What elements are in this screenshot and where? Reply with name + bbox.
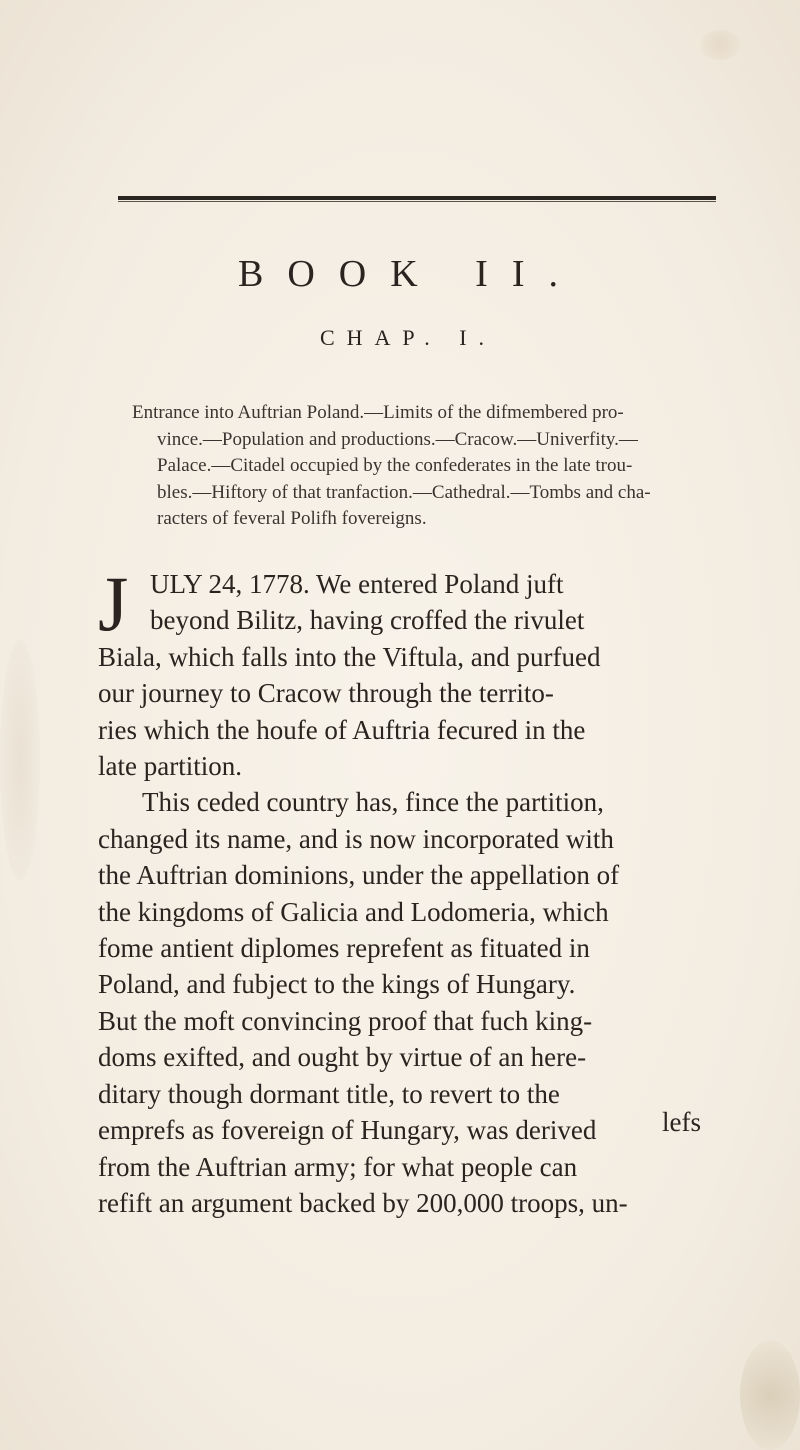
summary-line: vince.—Population and productions.—Cracow.—Univerfity.— [157, 428, 638, 450]
paper-stain [740, 1340, 800, 1450]
body-line: our journey to Cracow through the territo- [98, 678, 554, 709]
body-line: the Auftrian dominions, under the appellation of [98, 860, 620, 891]
summary-line: Palace.—Citadel occupied by the confederates in the late trou- [157, 455, 633, 476]
body-line: doms exifted, and ought by virtue of an here- [98, 1042, 587, 1073]
body-line: Poland, and fubject to the kings of Hungary. [98, 969, 576, 1000]
body-line: emprefs as fovereign of Hungary, was derived [98, 1115, 597, 1146]
body-line: ULY 24, 1778. We entered Poland juft [150, 569, 564, 599]
body-line: late partition. [98, 751, 242, 782]
body-line: ditary though dormant title, to revert to the [98, 1078, 560, 1109]
body-line: Biala, which falls into the Viftula, and purfued [98, 641, 601, 672]
paper-stain [700, 30, 740, 60]
body-line: This ceded country has, fince the partition, [142, 787, 604, 818]
body-line: fome antient diplomes reprefent as fituated in [98, 933, 590, 964]
header-ornament-rule-thin [118, 201, 716, 202]
body-line: ries which the houfe of Auftria fecured in the [98, 714, 586, 745]
header-ornament-rule [118, 196, 716, 200]
body-line: the kingdoms of Galicia and Lodomeria, which [98, 896, 609, 927]
body-line: refift an argument backed by 200,000 troops, un- [98, 1187, 628, 1218]
body-line: But the moft convincing proof that fuch king- [98, 1005, 593, 1036]
body-line: from the Auftrian army; for what people can [98, 1151, 578, 1182]
book-heading: BOOK II. [238, 253, 582, 295]
drop-cap: J [98, 560, 129, 647]
chapter-heading: CHAP. I. [319, 325, 497, 350]
summary-line: racters of feveral Polifh fovereigns. [157, 508, 427, 529]
summary-line: Entrance into Auftrian Poland.—Limits of the difmembered pro- [132, 402, 624, 423]
paper-stain [0, 640, 40, 880]
catchword: lefs [662, 1107, 701, 1137]
body-text [98, 560, 728, 1221]
summary-line: bles.—Hiftory of that tranfaction.—Cathedral.—Tombs and cha- [157, 481, 651, 503]
chapter-summary [132, 400, 724, 533]
body-line: beyond Bilitz, having croffed the rivulet [150, 605, 585, 636]
body-line: changed its name, and is now incorporated with [98, 823, 614, 854]
